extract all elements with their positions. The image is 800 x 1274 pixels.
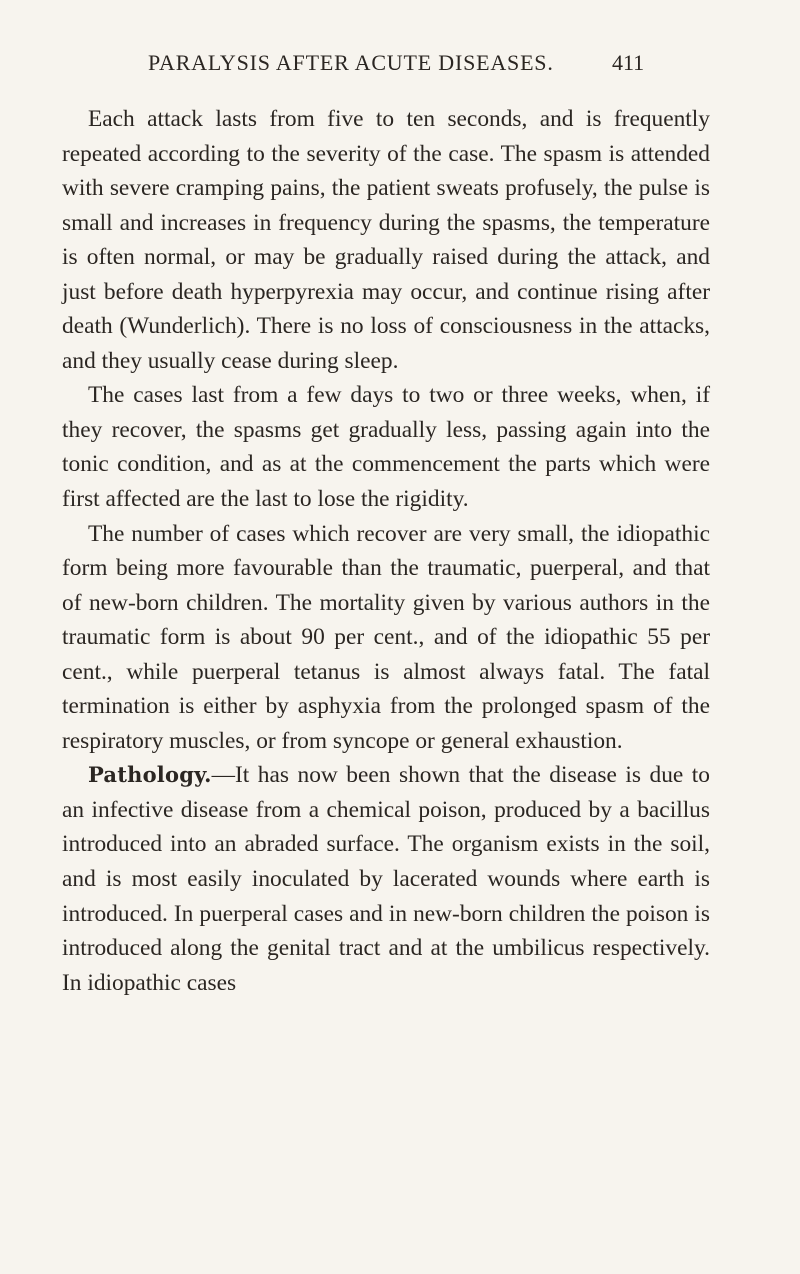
paragraph-prognosis: The number of cases which recover are very small, the idiopathic form being more favourable than the traumatic, puerperal, and that of new-born children. The mortality given by various authors in the traumatic form is about 90 per cent., and of the idiopathic 55 per cent., while puerperal tetanus is almost always fatal. The fatal termination is either by asphyxia from the prolonged spasm of the respiratory muscles, or from syncope or general exhaustion. <box>62 520 710 754</box>
body-text <box>62 102 710 1000</box>
paragraph-pathology <box>62 758 710 1000</box>
running-title: PARALYSIS AFTER ACUTE DISEASES. <box>148 50 554 75</box>
pathology-text: —It has now been shown that the disease is due to an infective disease from a chemical poison, produced by a bacillus introduced into an abraded surface. The organism exists in the soil, and is most easily inoculated by lacerated wounds where earth is introduced. In puerperal cases and in new-born children the poison is introduced along the genital tract and at the umbilicus respectively. In idiopathic cases <box>62 762 710 996</box>
paragraph-attack-duration: Each attack lasts from five to ten seconds, and is frequently repeated according to the severity of the case. The spasm is attended with severe cramping pains, the patient sweats profusely, the pulse is small and increases in frequency during the spasms, the temperature is often normal, or may be gradually raised during the attack, and just before death hyperpyrexia may occur, and continue rising after death (Wunderlich). There is no loss of consciousness in the attacks, and they usually cease during sleep. <box>62 106 710 374</box>
pathology-heading: Pathology. <box>88 762 212 788</box>
running-head <box>0 50 800 80</box>
paragraph-course: The cases last from a few days to two or three weeks, when, if they recover, the spasms get gradually less, passing again into the tonic condition, and as at the commencement the parts which were first affected are the last to lose the rigidity. <box>62 382 710 513</box>
page-number: 411 <box>612 50 645 75</box>
